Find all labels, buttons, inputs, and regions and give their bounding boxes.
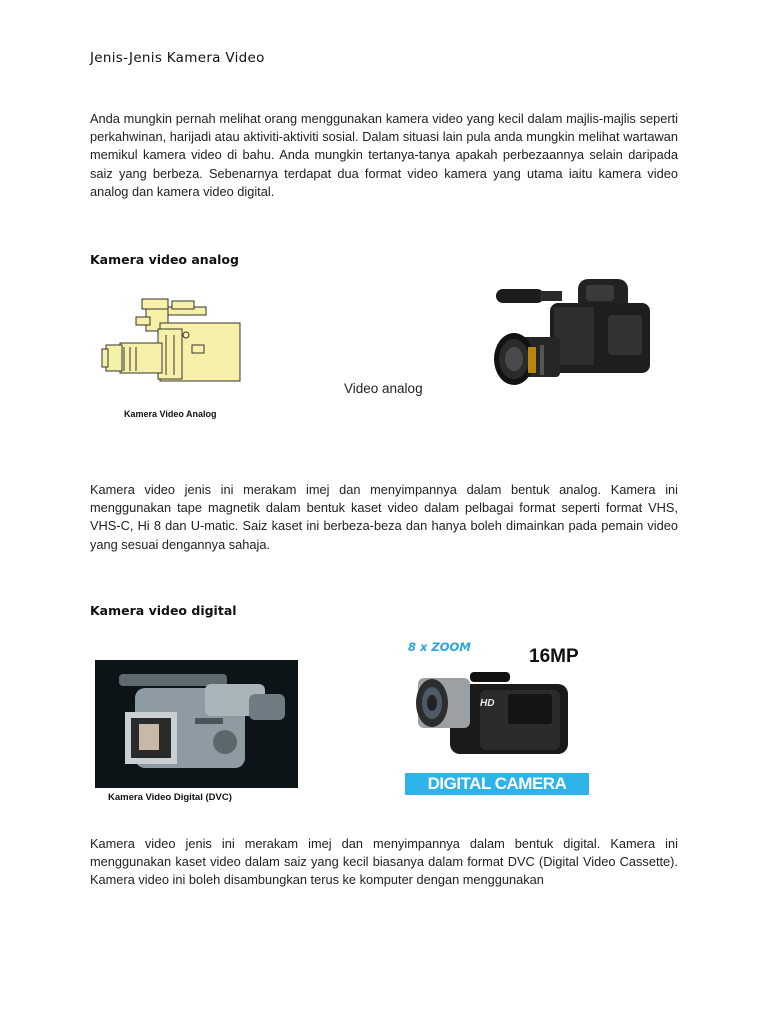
analog-figure-caption: Kamera Video Analog	[124, 409, 217, 419]
digital-hd-camera-advert	[405, 640, 590, 796]
digital-figure-caption: Kamera Video Digital (DVC)	[108, 792, 232, 803]
digital-heading: Kamera video digital	[90, 603, 237, 618]
analog-camera-drawing	[100, 295, 245, 390]
page-title: Jenis-Jenis Kamera Video	[90, 50, 265, 66]
megapixel-label: 16MP	[529, 646, 579, 667]
hd-camera-image	[410, 664, 580, 764]
analog-pro-camera-image	[490, 275, 660, 390]
intro-paragraph: Anda mungkin pernah melihat orang menggunakan kamera video yang kecil dalam majlis-majlis seperti perkahwinan, harijadi atau aktiviti-aktiviti sosial. Dalam situasi lain pula anda mungkin melihat wartawan memikul kamera video di bahu. Anda mungkin tertanya-tanya apakah perbezaannya selain daripada saiz yang berbeza. Sebenarnya terdapat dua format video kamera yang utama iaitu kamera video analog dan kamera video digital.	[90, 111, 678, 199]
analog-body-paragraph: Kamera video jenis ini merakam imej dan menyimpannya dalam bentuk analog. Kamera ini menggunakan tape magnetik dalam bentuk kaset video dalam pelbagai format seperti format VHS, VHS-C, Hi 8 dan U-matic. Saiz kaset ini berbeza-beza dan hanya boleh dimainkan pada pemain video yang sesuai dengannya sahaja.	[90, 482, 678, 552]
hd-label: HD	[480, 698, 495, 709]
zoom-label: 8 x ZOOM	[408, 640, 471, 654]
digital-camera-banner: DIGITAL CAMERA	[405, 773, 589, 795]
digital-dvc-camera-image	[95, 660, 298, 788]
analog-heading: Kamera video analog	[90, 252, 239, 267]
video-analog-label: Video analog	[344, 381, 423, 396]
digital-body-paragraph: Kamera video jenis ini merakam imej dan menyimpannya dalam bentuk digital. Kamera ini menggunakan kaset video dalam saiz yang kecil biasanya dalam format DVC (Digital Video Cassette). Kamera video ini boleh disambungkan terus ke komputer dengan menggunakan	[90, 836, 678, 888]
